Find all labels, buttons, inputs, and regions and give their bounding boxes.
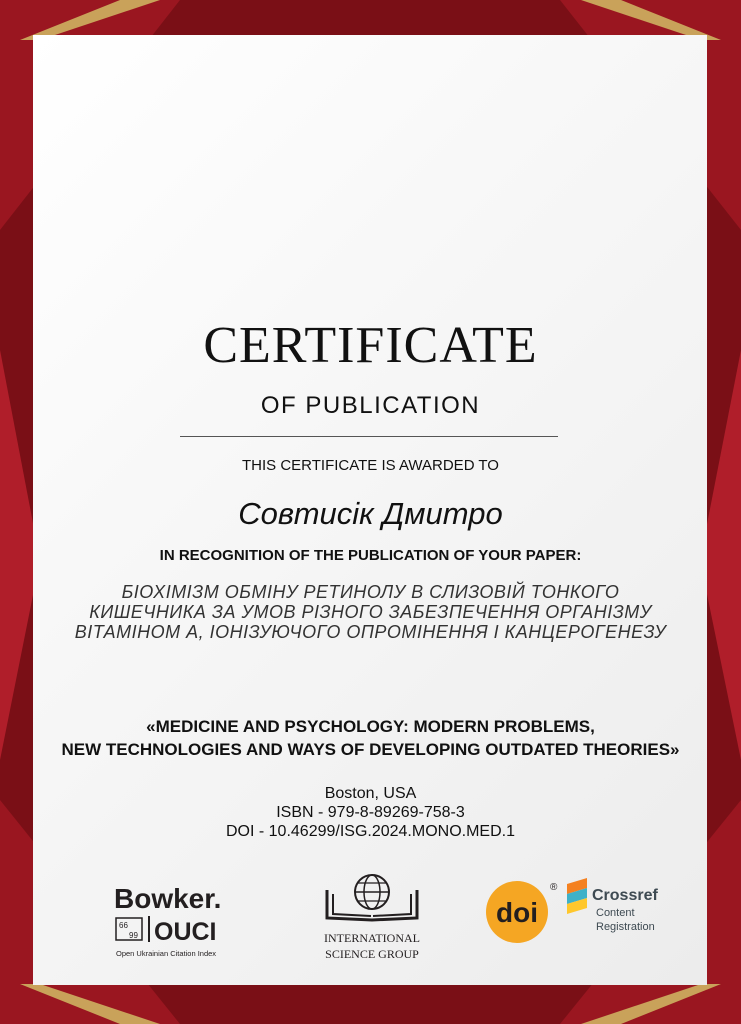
- doi-number: DOI - 10.46299/ISG.2024.MONO.MED.1: [225, 823, 515, 840]
- svg-text:OUCI: OUCI: [154, 918, 217, 946]
- svg-text:Registration: Registration: [596, 921, 655, 933]
- certificate-title: CERTIFICATE: [203, 317, 538, 374]
- svg-text:Crossref: Crossref: [592, 887, 658, 904]
- title-divider: [180, 436, 558, 437]
- recipient-name: Совтисік Дмитро: [238, 496, 503, 531]
- svg-text:SCIENCE GROUP: SCIENCE GROUP: [325, 947, 419, 961]
- svg-text:doi: doi: [496, 897, 538, 928]
- publication-info: [0, 784, 741, 841]
- svg-text:®: ®: [550, 882, 558, 893]
- svg-text:66: 66: [119, 921, 128, 930]
- collection-title: [0, 715, 741, 761]
- crossref-logo: [565, 878, 675, 938]
- awarded-text: THIS CERTIFICATE IS AWARDED TO: [242, 457, 499, 474]
- svg-text:Open Ukrainian Citation Index: Open Ukrainian Citation Index: [116, 949, 217, 958]
- isg-logo: [315, 870, 430, 965]
- paper-title-line: ВІТАМІНОМ А, ІОНІЗУЮЧОГО ОПРОМІНЕННЯ І КАНЦЕРОГЕНЕЗУ: [74, 622, 667, 642]
- location: Boston, USA: [324, 785, 417, 802]
- collection-title-line: NEW TECHNOLOGIES AND WAYS OF DEVELOPING OUTDATED THEORIES»: [61, 740, 680, 759]
- paper-title-line: КИШЕЧНИКА ЗА УМОВ РІЗНОГО ЗАБЕЗПЕЧЕННЯ ОРГАНІЗМУ: [89, 602, 652, 622]
- collection-title-line: «MEDICINE AND PSYCHOLOGY: MODERN PROBLEMS,: [146, 717, 595, 736]
- svg-text:INTERNATIONAL: INTERNATIONAL: [324, 931, 420, 945]
- bowker-ouci-logo: [112, 880, 247, 960]
- isbn: ISBN - 979-8-89269-758-3: [276, 804, 465, 821]
- paper-title: [0, 582, 741, 642]
- paper-title-line: БІОХІМІЗМ ОБМІНУ РЕТИНОЛУ В СЛИЗОВІЙ ТОНКОГО: [121, 582, 620, 602]
- svg-text:Content: Content: [596, 907, 635, 919]
- svg-text:99: 99: [129, 931, 138, 940]
- doi-logo: [484, 876, 559, 946]
- recognition-text: IN RECOGNITION OF THE PUBLICATION OF YOUR PAPER:: [159, 547, 582, 564]
- certificate-subtitle: OF PUBLICATION: [260, 392, 481, 419]
- svg-text:Bowker.: Bowker.: [114, 883, 222, 914]
